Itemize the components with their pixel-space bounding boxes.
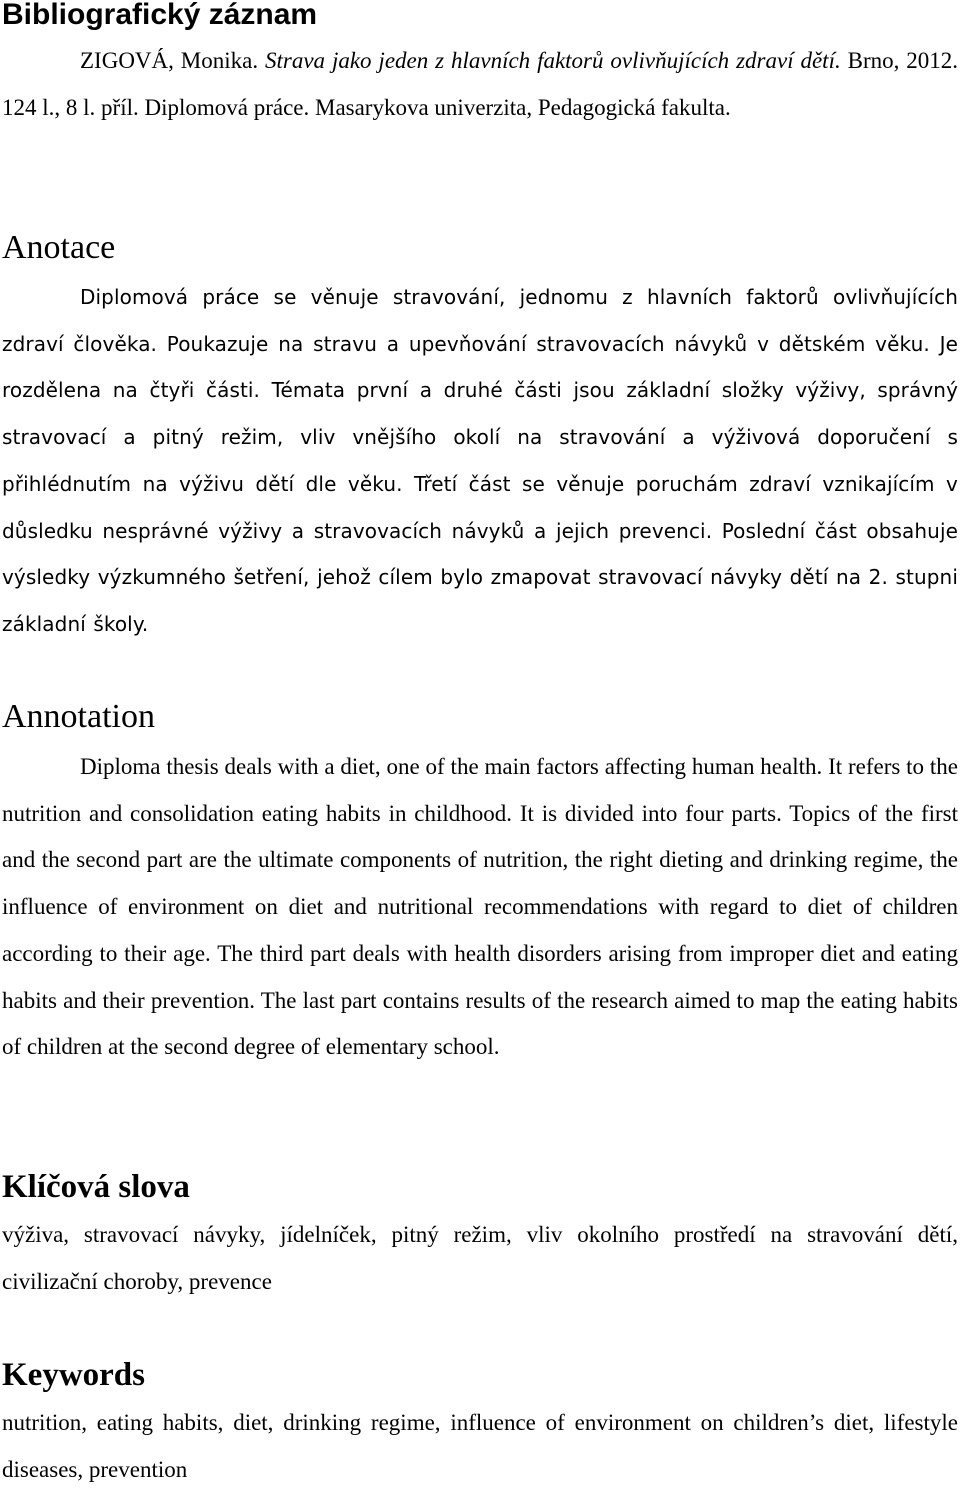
keywords-heading: Keywords <box>2 1357 145 1393</box>
keywords-text: nutrition, eating habits, diet, drinking regime, influence of environment on children’s diet, lifestyle diseases, prevention <box>2 1410 958 1482</box>
bibliographic-author: ZIGOVÁ, Monika. <box>80 48 259 73</box>
anotace-heading: Anotace <box>2 229 116 266</box>
klicova-slova-text: výživa, stravovací návyky, jídelníček, pitný režim, vliv okolního prostředí na stravování dětí, civilizační choroby, prevence <box>2 1222 958 1294</box>
thesis-title: Strava jako jeden z hlavních faktorů ovlivňujících zdraví dětí. <box>265 48 841 73</box>
bibliographic-details: Brno, 2012. 124 l., 8 l. příl. Diplomová práce. Masarykova univerzita, Pedagogická fakulta. <box>2 48 959 120</box>
annotation-heading: Annotation <box>2 698 155 735</box>
anotace-text: Diplomová práce se věnuje stravování, jednomu z hlavních faktorů ovlivňujících zdraví člověka. Poukazuje na stravu a upevňování stravovacích návyků v dětském věku. Je rozdělena na čtyři části. Témata první a druhé části jsou základní složky výživy, správný stravovací a pitný režim, vliv vnějšího okolí na stravování a výživová doporučení s přihlédnutím na výživu dětí dle věku. Třetí část se věnuje poruchám zdraví vznikajícím v důsledku nesprávné výživy a stravovacích návyků a jejich prevenci. Poslední část obsahuje výsledky výzkumného šetření, jehož cílem bylo zmapovat stravovací návyky dětí na 2. stupni základní školy. <box>2 285 958 636</box>
bibliographic-heading: Bibliografický záznam <box>2 0 318 31</box>
annotation-text: Diploma thesis deals with a diet, one of the main factors affecting human health. It refers to the nutrition and consolidation eating habits in childhood. It is divided into four parts. Topics of the first and the second part are the ultimate components of nutrition, the right dieting and drinking regime, the influence of environment on diet and nutritional recommendations with regard to diet of children according to their age. The third part deals with health disorders arising from improper diet and eating habits and their prevention. The last part contains results of the research aimed to map the eating habits of children at the second degree of elementary school. <box>2 754 958 1060</box>
klicova-slova-heading: Klíčová slova <box>2 1169 190 1205</box>
bibliographic-record <box>2 38 958 131</box>
